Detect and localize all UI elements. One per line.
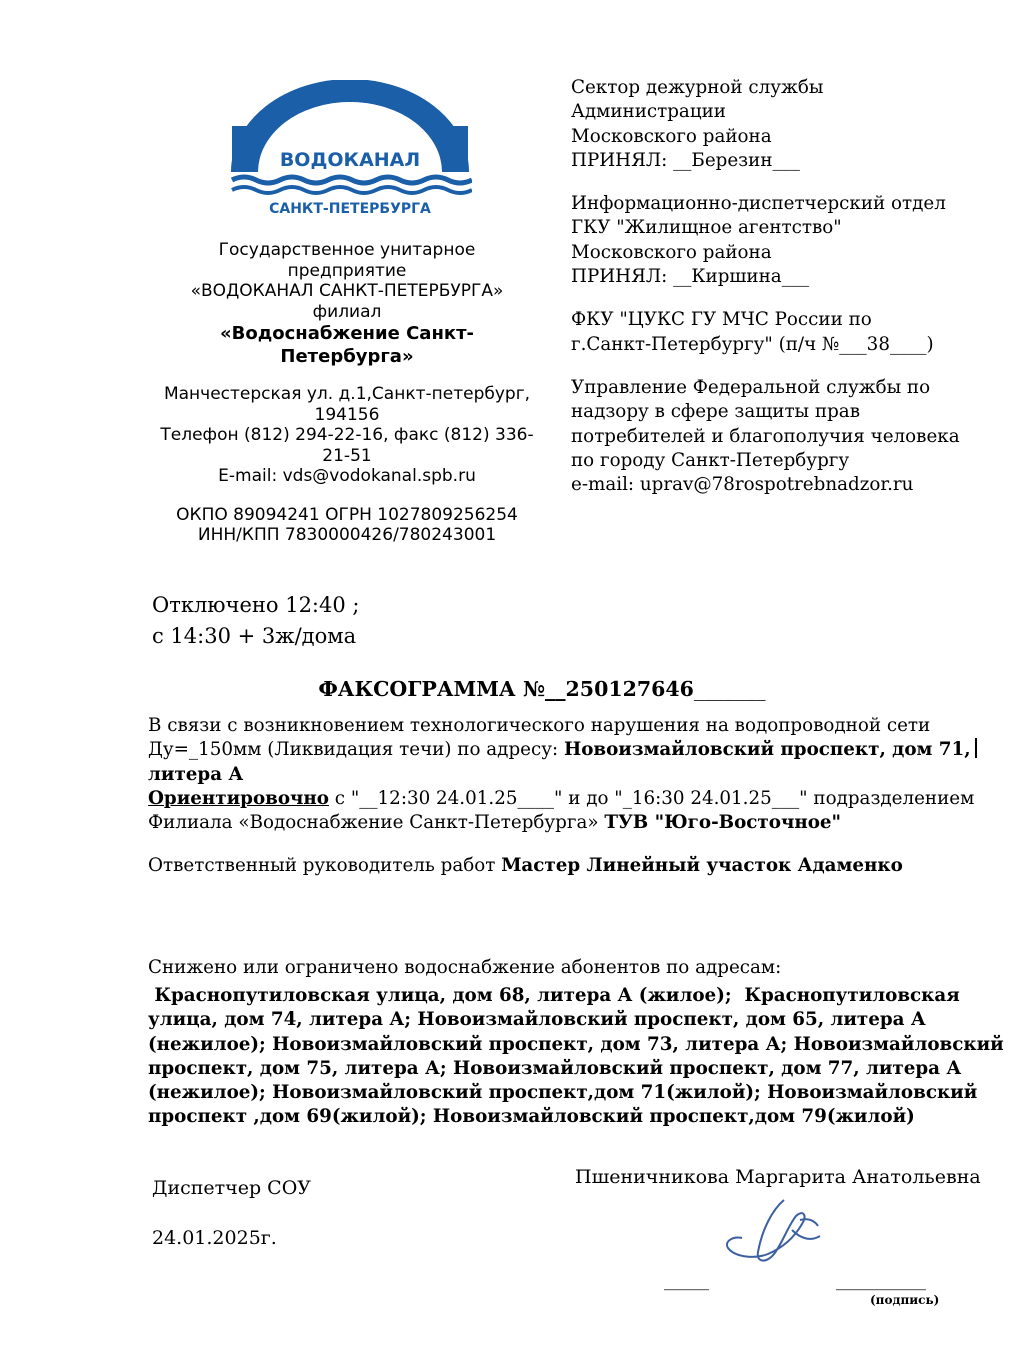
recipient-line: Сектор дежурной службы: [571, 77, 824, 98]
time-range: с "__12:30 24.01.25____" и до "_16:30 24.01.25___" подразделением: [329, 787, 975, 809]
fax-blank: _______: [693, 677, 766, 701]
recipient-line: потребителей и благополучия человека: [571, 425, 960, 447]
organization-info: [140, 240, 554, 546]
approx-label: Ориентировочно: [148, 787, 329, 809]
incident-address: Новоизмайловский проспект, дом 71,: [563, 739, 971, 761]
body-text: Филиала «Водоснабжение Санкт-Петербурга»: [148, 812, 605, 834]
org-line: предприятие: [287, 260, 407, 281]
recipient-line: Управление Федеральной службы по: [571, 376, 931, 398]
recipient-email: e-mail: uprav@78rospotrebnadzor.ru: [571, 474, 914, 496]
recipient-accepted: ПРИНЯЛ: __Березин___: [571, 149, 800, 171]
org-phone: 21-51: [322, 445, 372, 466]
signature-caption: (подпись): [870, 1293, 940, 1307]
dispatcher-title: Диспетчер СОУ: [152, 1177, 312, 1199]
logo-city: САНКТ-ПЕТЕРБУРГА: [269, 201, 431, 217]
address-line: Краснопутиловская улица, дом 68, литера А (жилое); Краснопутиловская: [148, 985, 960, 1006]
recipient-line: надзору в сфере защиты прав: [571, 401, 860, 423]
responsible-line: [148, 855, 903, 876]
org-codes: ОКПО 89094241 ОГРН 1027809256254: [176, 504, 518, 525]
incident-address-cont: литера А: [148, 763, 244, 785]
affected-addresses: [148, 984, 1004, 1130]
org-address: 194156: [314, 404, 380, 425]
text-cursor: [975, 738, 977, 758]
recipient-line: Информационно-диспетчерский отдел: [571, 193, 946, 215]
recipient-group: [571, 76, 991, 173]
body-line: В связи с возникновением технологического нарушения на водопроводной сети: [148, 715, 931, 736]
responsible-value: Мастер Линейный участок Адаменко: [501, 855, 903, 876]
branch-name: Петербурга»: [280, 346, 414, 367]
body-line: [148, 811, 948, 835]
recipient-group: [571, 192, 991, 289]
org-line: филиал: [312, 301, 382, 322]
address-line: проспект, дом 75, литера А; Новоизмайловский проспект, дом 77, литера А: [148, 1057, 962, 1079]
address-line: проспект ,дом 69(жилой); Новоизмайловский проспект,дом 79(жилой): [148, 1106, 915, 1128]
vodokanal-logo-graphic: [228, 80, 472, 220]
recipients-block: [571, 76, 991, 516]
address-line: (нежилое); Новоизмайловский проспект, дом 73, литера А; Новоизмайловский: [148, 1033, 1004, 1055]
recipient-line: по городу Санкт-Петербургу: [571, 449, 850, 471]
fax-title: [0, 677, 1024, 701]
body-line: [148, 787, 975, 811]
address-line: улица, дом 74, литера А; Новоизмайловский проспект, дом 65, литера А: [148, 1009, 926, 1031]
recipient-line: Администрации: [571, 101, 726, 123]
org-email: E-mail: vds@vodokanal.spb.ru: [218, 466, 476, 486]
note-line: Отключено 12:40 ;: [152, 593, 360, 617]
signer-name: Пшеничникова Маргарита Анатольевна: [575, 1166, 981, 1188]
signature-blank: _____: [664, 1270, 709, 1291]
recipient-line: г.Санкт-Петербургу" (п/ч №___38____): [571, 333, 934, 355]
note-line: с 14:30 + 3ж/дома: [152, 624, 357, 648]
org-address: Манчестерская ул. д.1,Санкт-петербург,: [163, 384, 531, 404]
fax-body: [148, 714, 975, 835]
recipient-line: Московского района: [571, 125, 772, 147]
recipient-line: ФКУ "ЦУКС ГУ МЧС России по: [571, 309, 872, 331]
branch-name: «Водоснабжение Санкт-: [220, 323, 474, 344]
org-line: «ВОДОКАНАЛ САНКТ-ПЕТЕРБУРГА»: [190, 281, 504, 301]
recipient-accepted: ПРИНЯЛ: __Киршина___: [571, 266, 810, 288]
handwritten-signature: [722, 1190, 832, 1280]
address-line: (нежилое); Новоизмайловский проспект,дом 71(жилой); Новоизмайловский: [148, 1082, 978, 1104]
body-line: [148, 763, 948, 787]
document-date: 24.01.2025г.: [152, 1227, 277, 1249]
status-note: [152, 590, 359, 652]
vodokanal-logo: [228, 80, 472, 220]
body-text: Ду=_150мм (Ликвидация течи) по адресу:: [148, 739, 564, 761]
fax-number: ФАКСОГРАММА №__250127646: [318, 677, 694, 701]
body-line: [148, 738, 971, 762]
recipient-group: [571, 308, 991, 357]
recipient-line: Московского района: [571, 241, 772, 263]
unit-name: ТУВ "Юго-Восточное": [604, 812, 842, 834]
reduced-supply-label: Снижено или ограничено водоснабжение абонентов по адресам:: [148, 957, 782, 978]
logo-name: ВОДОКАНАЛ: [279, 149, 421, 171]
signature-blank: __________: [836, 1270, 926, 1291]
recipient-line: ГКУ "Жилищное агентство": [571, 217, 842, 239]
org-line: Государственное унитарное: [218, 240, 476, 260]
recipient-group: [571, 376, 991, 497]
responsible-label: Ответственный руководитель работ: [148, 855, 502, 876]
org-phone: Телефон (812) 294-22-16, факс (812) 336-: [160, 425, 534, 445]
org-codes: ИНН/КПП 7830000426/780243001: [197, 525, 497, 545]
